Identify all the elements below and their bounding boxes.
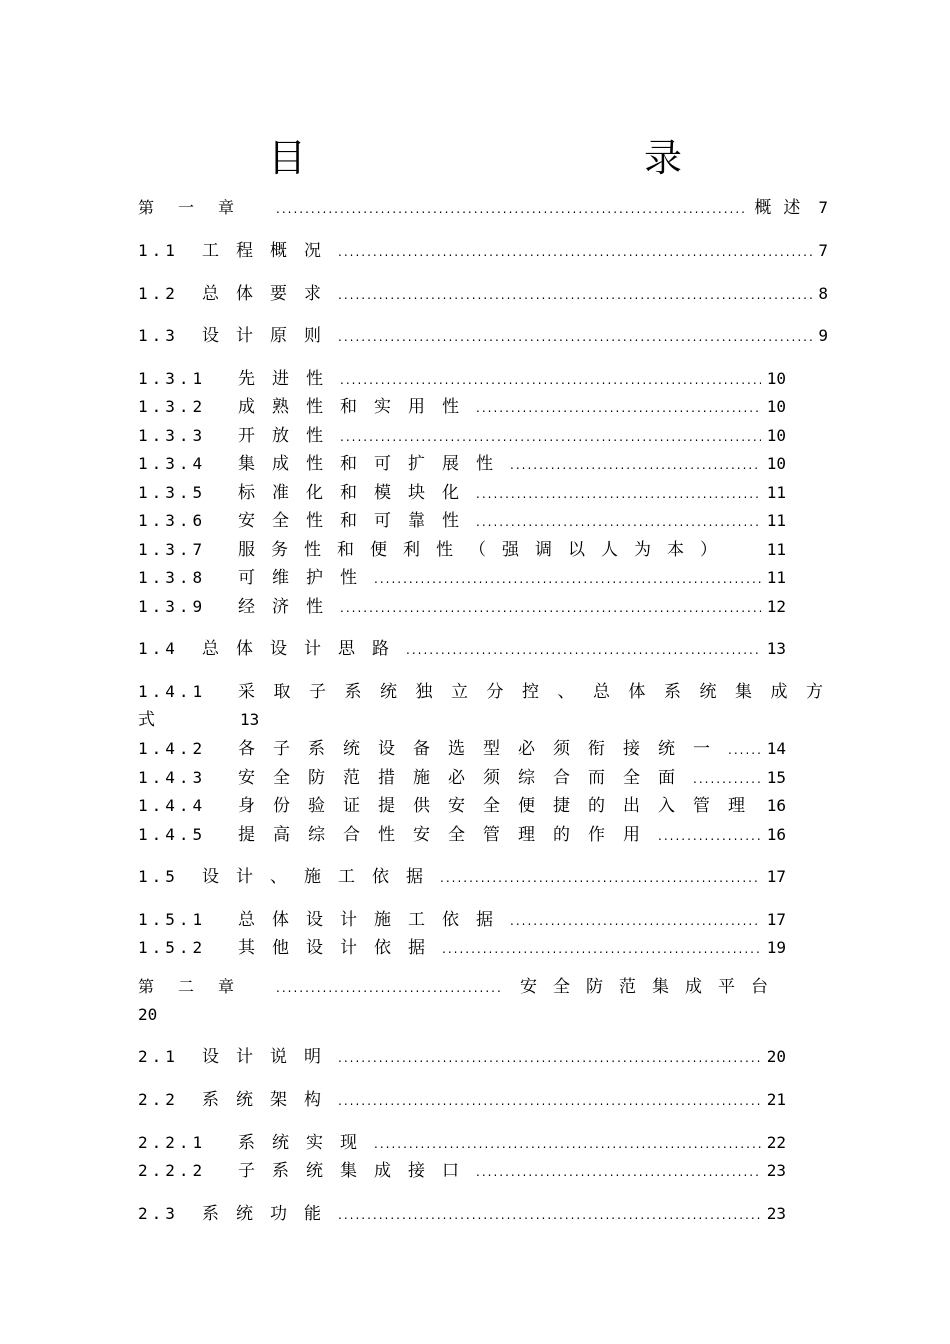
toc-entry-label: 身份验证提供安全便捷的出入管理: [238, 796, 763, 816]
toc-entry-label: 采取子系统独立分控、总体系统集成方: [238, 682, 842, 702]
toc-leader-dots: [510, 909, 761, 933]
toc-entry-page: 13: [240, 710, 260, 729]
toc-entry-label: 总体设计思路: [202, 639, 406, 659]
toc-leader-dots: [276, 976, 502, 1000]
toc-entry-page: 17: [766, 910, 786, 929]
toc-leader-dots: [440, 866, 761, 890]
toc-entry-page: 7: [818, 241, 828, 260]
toc-leader-dots: [374, 1132, 761, 1156]
toc-entry[interactable]: [138, 766, 786, 790]
toc-leader-dots: [476, 510, 761, 534]
toc-entry[interactable]: [138, 680, 842, 704]
toc-entry-number: 1.5.2: [138, 938, 207, 957]
toc-entry-label: 系统架构: [202, 1090, 338, 1110]
toc-entry-chapter-2[interactable]: [138, 975, 786, 999]
toc-entry-number: 1.3.8: [138, 568, 207, 587]
toc-entry-number: 1.4.1: [138, 682, 207, 701]
toc-entry-number: 1.4.4: [138, 796, 207, 815]
toc-leader-dots: [338, 1046, 761, 1070]
toc-entry-number: 1.2: [138, 284, 179, 303]
toc-entry-number: 1.4: [138, 639, 179, 658]
toc-entry[interactable]: [138, 637, 786, 661]
toc-entry-label: 安全防范措施必须综合而全面: [238, 768, 693, 788]
toc-entry-page: 21: [766, 1090, 786, 1109]
toc-entry-number: 1.5: [138, 867, 179, 886]
toc-entry-label: 设计、施工依据: [202, 867, 440, 887]
toc-entry-number: 1.3.5: [138, 483, 207, 502]
toc-entry[interactable]: [138, 481, 786, 505]
toc-entry-number: 1.3.9: [138, 597, 207, 616]
toc-entry-number: 1.3.4: [138, 454, 207, 473]
toc-entry-page: 19: [766, 938, 786, 957]
toc-leader-dots: [442, 937, 761, 961]
toc-entry-page: 10: [766, 369, 786, 388]
toc-entry[interactable]: [138, 794, 786, 818]
toc-entry-label: 子系统集成接口: [238, 1161, 476, 1181]
toc-entry-page: 14: [766, 739, 786, 758]
toc-leader-dots: [693, 767, 761, 791]
toc-entry-label: 设计原则: [202, 326, 338, 346]
toc-entry-page: 16: [766, 796, 786, 815]
toc-entry-page: 10: [766, 426, 786, 445]
toc-entry[interactable]: [138, 823, 786, 847]
toc-entry-label: 系统实现: [238, 1133, 374, 1153]
toc-entry-number: 2.2.2: [138, 1161, 207, 1180]
toc-leader-dots: [338, 1203, 761, 1227]
toc-leader-dots: [276, 197, 748, 221]
toc-entry-number: 1.1: [138, 241, 179, 260]
toc-entry[interactable]: [138, 424, 786, 448]
toc-entry-page: 16: [766, 825, 786, 844]
toc-entry[interactable]: [138, 1131, 786, 1155]
toc-leader-dots: [406, 638, 761, 662]
toc-leader-dots: [476, 396, 761, 420]
toc-leader-dots: [728, 738, 761, 762]
toc-entry[interactable]: [138, 1159, 786, 1183]
toc-entry-page: 13: [766, 639, 786, 658]
toc-entry-page: 12: [766, 597, 786, 616]
toc-entry-number: 1.3.1: [138, 369, 207, 388]
toc-entry[interactable]: [138, 538, 786, 562]
toc-entry[interactable]: [138, 936, 786, 960]
toc-entry-label: 系统功能: [202, 1204, 338, 1224]
toc-entry-number: 第 二 章: [138, 977, 239, 996]
toc-entry[interactable]: [138, 1088, 786, 1112]
toc-leader-dots: [338, 1089, 761, 1113]
toc-entry-page: 10: [766, 397, 786, 416]
toc-entry-label: 标准化和模块化: [238, 483, 476, 503]
toc-entry-label: 设计说明: [202, 1047, 338, 1067]
toc-entry-label: 概述: [754, 198, 813, 218]
toc-entry-page: 7: [818, 198, 828, 217]
toc-entry-label: 各子系统设备选型必须衔接统一: [238, 739, 728, 759]
toc-entry-page: 15: [766, 768, 786, 787]
toc-entry-number: 1.4.5: [138, 825, 207, 844]
toc-entry-label: 安全性和可靠性: [238, 511, 476, 531]
toc-leader-dots: [476, 1160, 761, 1184]
toc-entry-label: 总体设计施工依据: [238, 910, 510, 930]
toc-leader-dots: [340, 596, 761, 620]
toc-entry[interactable]: [138, 324, 828, 348]
toc-entry[interactable]: [138, 367, 786, 391]
toc-entry-label: 成熟性和实用性: [238, 397, 476, 417]
toc-entry[interactable]: [138, 595, 786, 619]
toc-entry-number: 1.3.2: [138, 397, 207, 416]
toc-entry-label: 开放性: [238, 426, 340, 446]
toc-entry[interactable]: [138, 737, 786, 761]
toc-entry-number: 1.4.2: [138, 739, 207, 758]
toc-leader-dots: [476, 482, 761, 506]
toc-entry-chapter-1[interactable]: [138, 196, 828, 220]
toc-leader-dots: [340, 368, 761, 392]
toc-entry-label: 经济性: [238, 597, 340, 617]
toc-entry-number: 第 一 章: [138, 198, 239, 217]
toc-entry-number: 2.2: [138, 1090, 179, 1109]
toc-entry-page: 11: [766, 540, 786, 559]
toc-entry-number: 1.5.1: [138, 910, 207, 929]
toc-leader-dots: [338, 283, 812, 307]
toc-entry[interactable]: [138, 1202, 786, 1226]
toc-entry[interactable]: [138, 395, 786, 419]
toc-entry-number: 1.3.3: [138, 426, 207, 445]
toc-entry[interactable]: [138, 908, 786, 932]
toc-entry-number: 2.1: [138, 1047, 179, 1066]
toc-entry-page: 8: [818, 284, 828, 303]
toc-entry-number: 2.2.1: [138, 1133, 207, 1152]
toc-entry-number: 2.3: [138, 1204, 179, 1223]
toc-entry-number: 1.4.3: [138, 768, 207, 787]
toc-entry-page: 11: [766, 511, 786, 530]
toc-leader-dots: [340, 425, 761, 449]
toc-entry-label: 其他设计依据: [238, 938, 442, 958]
toc-entry[interactable]: [138, 282, 828, 306]
toc-entry-label: 总体要求: [202, 284, 338, 304]
page-title: 目 录: [267, 136, 832, 180]
toc-entry-page: 23: [766, 1204, 786, 1223]
toc-entry[interactable]: [138, 865, 786, 889]
toc-entry-label: 先进性: [238, 369, 340, 389]
toc-entry-page: 10: [766, 454, 786, 473]
toc-entry-page: 22: [766, 1133, 786, 1152]
toc-entry-page: 11: [766, 483, 786, 502]
toc-entry[interactable]: [138, 452, 786, 476]
toc-entry-label: 集成性和可扩展性: [238, 454, 510, 474]
toc-leader-dots: [338, 240, 812, 264]
toc-entry-page: 20: [766, 1047, 786, 1066]
toc-entry-number: 1.3.7: [138, 540, 207, 559]
toc-entry-page: 11: [766, 568, 786, 587]
toc-entry-label: 服务性和便利性（强调以人为本）: [238, 540, 733, 560]
toc-entry[interactable]: [138, 239, 828, 263]
toc-entry-label: 安全防范集成平台: [520, 977, 784, 997]
toc-entry-page: 9: [818, 326, 828, 345]
toc-leader-dots: [374, 567, 761, 591]
toc-entry[interactable]: [138, 1045, 786, 1069]
toc-entry-page: 23: [766, 1161, 786, 1180]
toc-entry-label: 提高综合性安全管理的作用: [238, 825, 658, 845]
toc-leader-dots: [510, 453, 761, 477]
toc-leader-dots: [658, 824, 761, 848]
toc-entry-label: 可维护性: [238, 568, 374, 588]
toc-entry-page: 20: [138, 1005, 158, 1024]
toc-entry-label-continued: 式: [138, 710, 155, 730]
toc-entry-number: 1.3.6: [138, 511, 207, 530]
toc-leader-dots: [338, 325, 812, 349]
toc-entry-label: 工程概况: [202, 241, 338, 261]
toc-entry-number: 1.3: [138, 326, 179, 345]
toc-entry-page: 17: [766, 867, 786, 886]
toc-entry[interactable]: [138, 566, 786, 590]
toc-entry[interactable]: [138, 509, 786, 533]
